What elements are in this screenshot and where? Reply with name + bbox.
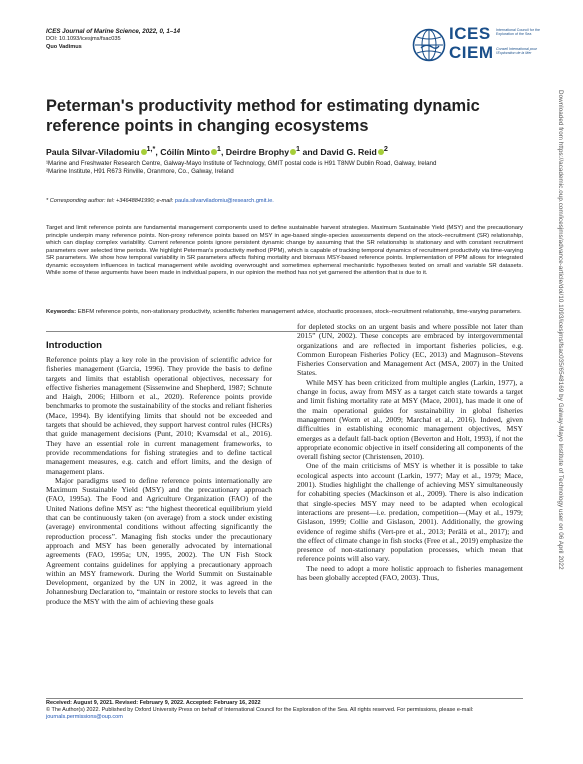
copyright-notice <box>46 707 523 721</box>
logo-ciem-text: CIEM <box>449 43 494 62</box>
ices-logo <box>412 22 542 68</box>
article-type: Quo Vadimus <box>46 43 82 50</box>
author-affiliation-mark: 1 <box>216 144 221 153</box>
affiliation-1: ¹Marine and Freshwater Research Centre, Galway-Mayo Institute of Technology, GMIT postal code is H91 T8NW Dublin Road, Galway, Ireland <box>46 160 437 167</box>
author-name[interactable]: David G. Reid <box>320 146 377 157</box>
author-affiliation-mark: 1,* <box>146 144 156 153</box>
article-footer <box>46 700 523 721</box>
paragraph: One of the main criticisms of MSY is whether it is possible to take ecological aspects into account (Larkin, 1977; May et al., 1979; Mace, 2001). Studies highlight the challenge of achieving MSY simultaneously for cohabiting species (Mackinson et al., 2009). There is also indication that single-species MSY may need to be adapted when ecological interactions are present—i.e. predation, competition—(May et al., 1979; Gislason, 1999; Collie and Gislason, 2001). Additionally, the growing evidence of regime shifts (Vert-pre et al., 2013; Perälä et al., 2017); and the effect of climate change in fish stocks (Free et al., 2019) emphasize the presence of non-stationary population processes, which mean that reference points will also vary. <box>297 461 523 564</box>
paragraph: Major paradigms used to define reference points internationally are Maximum Sustainable Yield (MSY) and the precautionary approach (FAO, 1995a). The Food and Agriculture Organization (FAO) of the United Nations define MSY as: “the highest theoretical equilibrium yield that can be continuously taken (on average) from a stock under existing (average) environmental conditions without affecting significantly the reproduction process”. Managing fish stocks under the precautionary approach and MSY has been generally advocated by international agreements (FAO, 1995a; UN, 1995, 2002). The UN Fish Stock Agreement contains guidelines for applying a precautionary approach within an MSY framework. During the World Summit on Sustainable Development, organized by the UN in 2002, it was agreed in the Johannesburg Declaration to, “maintain or restore stocks to levels that can produce the MSY with the aim of achieving these goals <box>46 475 272 606</box>
copyright-text: © The Author(s) 2022. Published by Oxford University Press on behalf of International Council for the Exploration of the Sea. All rights reserved. For permissions, please e-mail: <box>46 707 474 713</box>
author-affiliation-mark: 2 <box>383 144 388 153</box>
author-name[interactable]: Paula Silvar-Viladomiu <box>46 146 140 157</box>
correspondence-label: * Corresponding author: tel: +34648841990; e-mail: <box>46 198 174 204</box>
logo-ices-text: ICES <box>449 24 491 43</box>
correspondence <box>46 198 516 205</box>
divider <box>46 698 523 699</box>
received-dates: Received: August 9, 2021. Revised: February 9, 2022. Accepted: February 16, 2022 <box>46 700 261 706</box>
keywords-text: EBFM reference points, non-stationary productivity, scientific fisheries management advice, stochastic processes, stock–recruitment relationship, time-varying parameters. <box>77 309 522 315</box>
paragraph: The need to adopt a more holistic approach to fisheries management has been globally accepted (FAO, 2003). Thus, <box>297 563 523 583</box>
section-heading-introduction: Introduction <box>46 340 102 351</box>
abstract: Target and limit reference points are fundamental management components used to define sustainable harvest strategies. Maximum Sustainable Yield (MSY) and the precautionary principle underpin many reference points. Non-proxy reference points based on MSY in age-based single-species assessments depend on the stock–recruitment (SR) relationship, which can display complex variability. Current reference points ignore persistent dynamic change by assuming that the SR relationship is stationary and with constant recruitment parameters over selected time periods. We highlight Peterman's productivity method (PPM), which is capable of tracking temporal dynamics of recruitment productivity via time-varying SR parameters. We show how temporal variability in SR parameters affects fishing mortality and biomass MSY-based reference points. Implementation of PPM allows for integrated dynamic ecosystem influences in tactical management while avoiding overwrought and sometimes ephemeral mechanistic hypotheses tested on small and variable SR datasets. While some of these arguments have been made in individual papers, in our opinion the method has not yet garnered the attention that is due to it. <box>46 225 523 276</box>
paragraph: While MSY has been criticized from multiple angles (Larkin, 1977), a change in focus, away from MSY as a target catch state towards a target and limit fishing mortality rate at MSY (Mace, 2001), has made it one of the main operational guides for sustainability in global fisheries management (Worm et al., 2009; Marchal et al., 2016). Indeed, given difficulties in establishing economic management objectives, MSY emerges as a default fall-back option (Beverton and Holt, 1993), if not the appropriate economic objective in itself considering all components of the overall fishing sector (Christensen, 2010). <box>297 377 523 462</box>
download-notice <box>556 90 566 650</box>
download-notice-text: Downloaded from https://academic.oup.com/icesjms/advance-article/doi/10.1093/icesjms/fsac035/6548169 by Galway-Mayo Institute of Technology user on 06 April 2022 <box>557 90 564 570</box>
paragraph: Reference points play a key role in the provision of scientific advice for fisheries management (Garcia, 1996). They provide the basis to define targets and limits that establish operational objectives, necessary for effective fisheries management (Sissenwine and Shepherd, 1987; Schnute and Haigh, 2006; Hilborn et al., 2020). Reference points provide benchmarks to promote the sustainability of the stocks and reliant fisheries (Mace, 1994). By identifying limits that should not be exceeded and targets that should be achieved, they support harvest control rules (HCRs) that guide management decisions (Punt, 2010; Kvamsdal et al., 2016). They have an essential role in current management frameworks, to provide recommendations for fishing strategies and to define tactical management measures, e.g. catch and effort limits, and the design of management plans. <box>46 355 272 476</box>
article-title: Peterman's productivity method for estimating dynamic reference points in changing ecosystems <box>46 97 480 135</box>
keywords-label: Keywords: <box>46 309 77 315</box>
author-name[interactable]: Deirdre Brophy <box>225 146 290 157</box>
permissions-email-link[interactable]: journals.permissions@oup.com <box>46 714 123 720</box>
globe-icon <box>412 28 446 62</box>
logo-tagline-fr: Conseil International pour l'Exploration de la Mer <box>496 47 537 56</box>
keywords <box>46 309 523 317</box>
journal-header <box>46 28 286 51</box>
journal-name: ICES Journal of Marine Science, 2022, 0, 1–14 <box>46 28 181 35</box>
left-column <box>46 338 272 606</box>
author-name[interactable]: Cóilín Minto <box>160 146 210 157</box>
doi-link[interactable]: DOI: 10.1093/icesjms/fsac035 <box>46 36 121 42</box>
affiliations <box>46 160 516 176</box>
logo-tagline-en: International Council for the Exploration of the Sea <box>496 28 540 37</box>
correspondence-email-link[interactable]: paula.silvarviladomiu@research.gmit.ie. <box>174 198 274 204</box>
author-affiliation-mark: 1 <box>296 144 301 153</box>
affiliation-2: ²Marine Institute, H91 R673 Rinville, Oranmore, Co., Galway, Ireland <box>46 168 234 175</box>
paragraph: for depleted stocks on an urgent basis and where possible not later than 2015” (UN, 2002). These concepts are embraced by intergovernmental organizations and are reflected in important fisheries policies, e.g. Common European Fisheries Policy (EC, 2013) and Magnuson–Stevens Fisheries Conservation and Management Act (MSA, 2007) in the United States. <box>297 322 523 378</box>
author-list: Paula Silvar-Viladomiu $^{1,*}$, Cóilín Minto $^1$, Deirdre Brophy $^1$ and David G. Reid $^2$ <box>46 144 388 157</box>
right-column <box>297 322 523 582</box>
